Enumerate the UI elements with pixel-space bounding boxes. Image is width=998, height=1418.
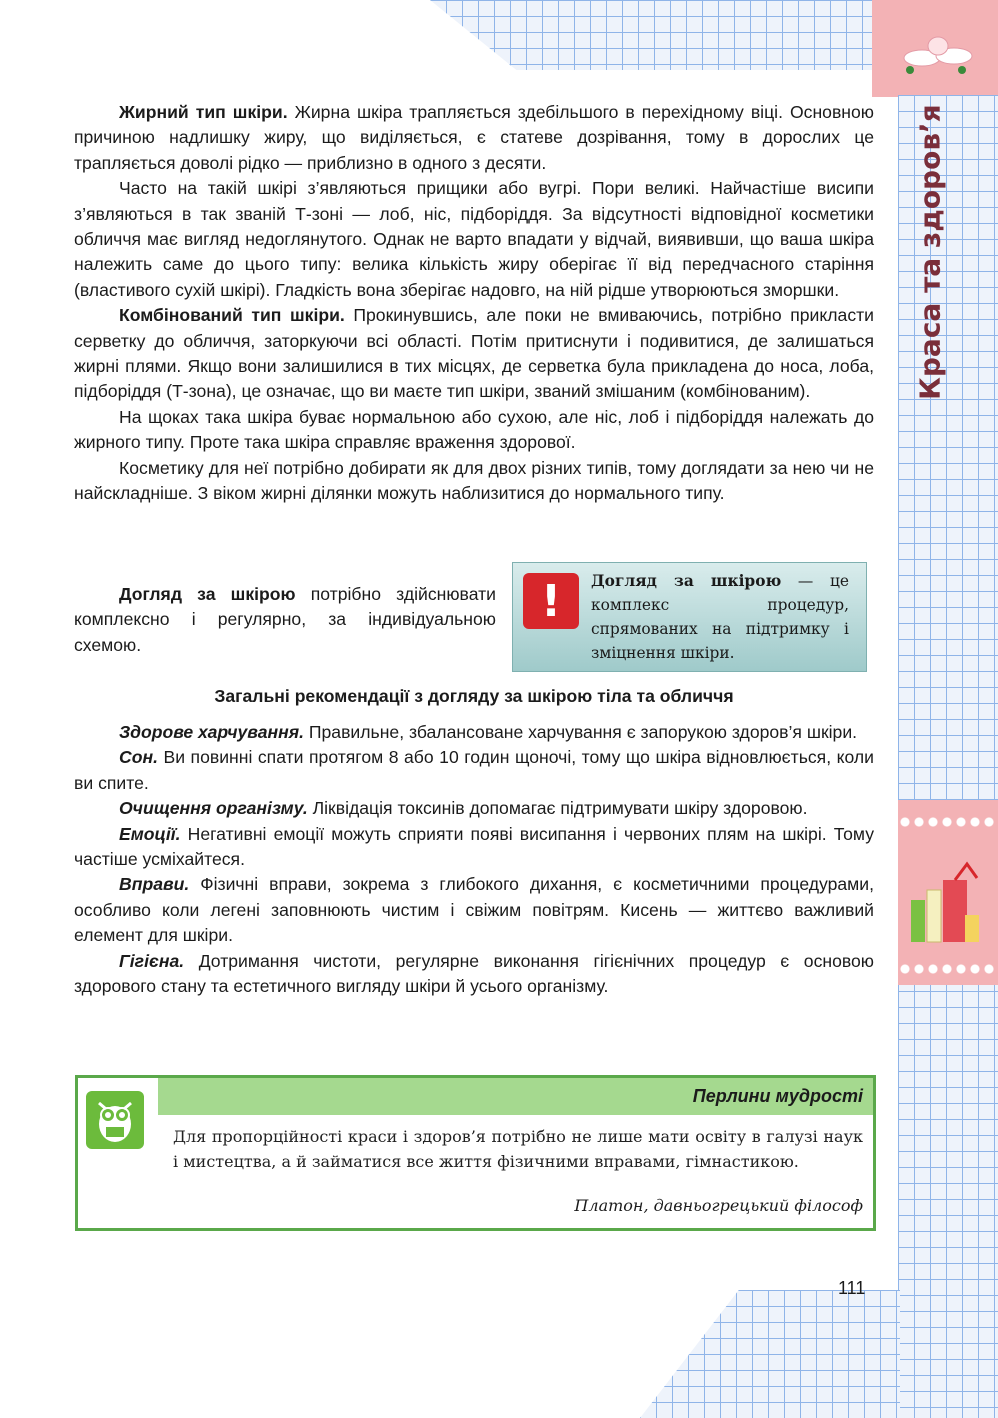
- skin-care-title: Догляд за шкірою: [119, 584, 296, 604]
- recommendation-item: [74, 872, 874, 948]
- paragraph: Часто на такій шкірі з’являються прищики або вугрі. Пори великі. Найчастіше висипи з’являються в так званій Т-зоні — лоб, ніс, підборіддя. За відсутності відповідної косметики обличчя має вигляд недоглянутого. Однак не варто впадати у відчай, виявивши, що ваша шкіра належить саме до цього типу: велика кількість жиру оберігає її від передчасного старіння (властивого сухій шкірі). Гладкість вона зберігає надовго, на ній рідше утворюються зморшки.: [74, 178, 874, 300]
- exclamation-icon: !: [523, 573, 579, 629]
- wisdom-author: Платон, давньогрецький філософ: [574, 1196, 863, 1215]
- skin-care-row: [74, 572, 874, 672]
- owl-icon: [86, 1091, 144, 1149]
- wisdom-heading: Перлини мудрості: [158, 1078, 873, 1115]
- main-text-top: [74, 100, 874, 507]
- skin-care-text: потрібно здійснювати комплексно і регулярно, за індивідуальною схемою.: [74, 584, 496, 655]
- definition-term: Догляд за шкірою: [591, 572, 782, 590]
- recommendation-text: Правильне, збалансоване харчування є запорукою здоров’я шкіри.: [303, 722, 858, 742]
- recommendation-title: Вправи.: [119, 874, 190, 895]
- cosmetics-icon: [905, 860, 985, 950]
- lace-border: [898, 815, 998, 829]
- recommendation-item: [74, 720, 874, 745]
- paragraph: [74, 100, 874, 176]
- section-side-title: Краса та здоров’я: [913, 104, 947, 400]
- recommendation-item: [74, 745, 874, 796]
- recommendation-text: Фізичні вправи, зокрема з глибокого дихання, є косметичними процедурами, особливо коли легені заповнюють чистим і свіжим повітрям. Кисень — життєво важливий елемент для шкіри.: [74, 874, 874, 946]
- page-number: 111: [838, 1278, 866, 1298]
- recommendation-title: Очищення організму.: [119, 798, 308, 819]
- definition-text: [591, 569, 849, 665]
- wisdom-quote: Для пропорційності краси і здоров’я потрібно не лише мати освіту в галузі наук і мистецтва, а й займатися все життя фізичними вправами, гімнастикою.: [173, 1127, 863, 1171]
- recommendation-title: Здорове харчування.: [119, 722, 304, 742]
- paragraph-title: Жирний тип шкіри.: [119, 102, 288, 122]
- recommendation-title: Сон.: [119, 747, 158, 768]
- recommendation-text: Негативні емоції можуть сприяти появі висипання і червоних плям на шкірі. Тому частіше усміхайтеся.: [74, 823, 874, 870]
- paragraph: На щоках така шкіра буває нормальною або сухою, але ніс, лоб і підборіддя належать до жирного типу. Проте така шкіра справляє враження здорової.: [74, 406, 874, 453]
- recommendation-title: Емоції.: [119, 823, 181, 844]
- wisdom-box: [75, 1075, 876, 1231]
- definition-box: [512, 562, 867, 672]
- recommendation-text: Ліквідація токсинів допомагає підтримувати шкіру здоровою.: [307, 798, 808, 819]
- recommendations-list: [74, 720, 874, 999]
- lace-border: [898, 962, 998, 976]
- paragraph-title: Комбінований тип шкіри.: [119, 305, 345, 326]
- paragraph-text: Жирна шкіра трапляється здебільшого в перехідному віці. Основною причиною надлишку жиру, що виділяється, є статеве дозрівання, тому в дорослих це трапляється доволі рідко — приблизно в одного з десяти.: [74, 102, 874, 173]
- recommendation-item: [74, 796, 874, 821]
- recommendation-item: [74, 822, 874, 873]
- recommendation-text: Дотримання чистоти, регулярне виконання гігієнічних процедур є основою здорового стану та естетичного вигляду шкіри й усього організму.: [74, 950, 874, 997]
- section-heading: Загальні рекомендації з догляду за шкірою тіла та обличчя: [214, 686, 734, 706]
- paragraph: Косметику для неї потрібно добирати як для двох різних типів, тому доглядати за нею чи не найскладніше. З віком жирні ділянки можуть наблизитися до нормального типу.: [74, 457, 874, 504]
- recommendation-item: [74, 949, 874, 1000]
- towel-icon: [900, 30, 980, 80]
- definition-body: — це комплекс процедур, спрямованих на підтримку і зміцнення шкіри.: [591, 572, 849, 662]
- recommendation-title: Гігієна.: [119, 950, 185, 971]
- skin-care-paragraph: [74, 582, 496, 658]
- grid-paper-top: [430, 0, 910, 70]
- grid-paper-bottom: [640, 1290, 900, 1418]
- paragraph: [74, 303, 874, 405]
- paragraph-text: Прокинувшись, але поки не вмиваючись, потрібно прикласти серветку до обличчя, заторкуючи всі області. Потім притиснути і подивитися, де залишаться жирні плями. Якщо вони залишилися в тих місцях, де серветка була прикладена до носа, лоба, підборіддя (Т-зона), це означає, що ви маєте тип шкіри, званий змішаним (комбінованим).: [74, 305, 875, 402]
- recommendation-text: Ви повинні спати протягом 8 або 10 годин щоночі, тому що шкіра відновлюється, коли ви спите.: [74, 747, 874, 793]
